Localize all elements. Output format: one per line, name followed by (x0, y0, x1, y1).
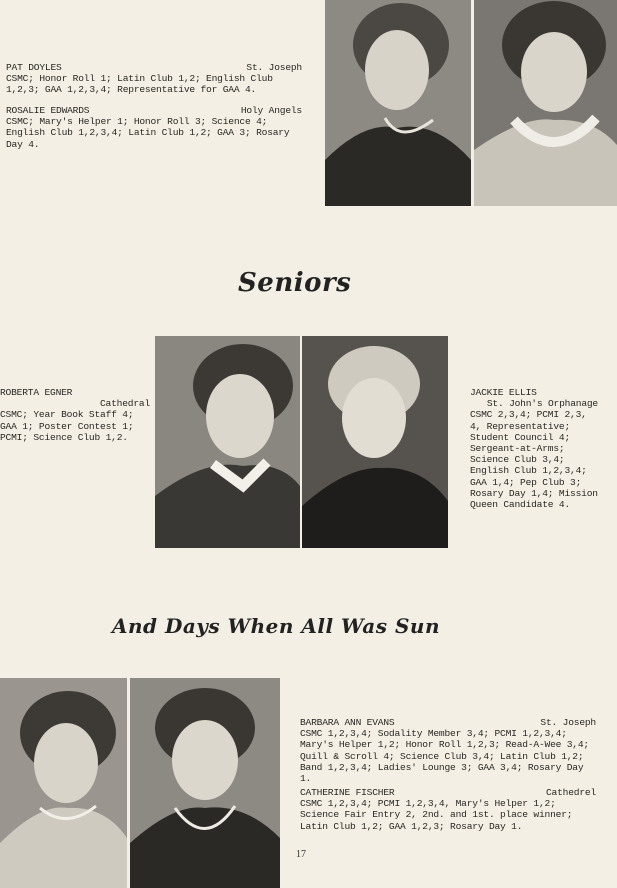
student-activities: CSMC; Mary's Helper 1; Honor Roll 3; Science 4; English Club 1,2,3,4; Latin Club 1,2; GAA 3; Rosary Day 4. (6, 116, 290, 150)
portrait-image (130, 678, 280, 888)
student-entry (470, 387, 598, 510)
student-school: St. Joseph (246, 62, 302, 73)
student-school: St. Joseph (540, 717, 596, 728)
portrait-image (474, 0, 617, 206)
student-activities: CSMC 1,2,3,4; PCMI 1,2,3,4, Mary's Helper 1,2; Science Fair Entry 2, 2nd. and 1st. place winner; Latin Club 1,2; GAA 1,2,3; Rosary Day 1. (300, 798, 573, 832)
student-activities: CSMC; Year Book Staff 4; GAA 1; Poster Contest 1; PCMI; Science Club 1,2. (0, 409, 134, 443)
student-name: PAT DOYLES (6, 62, 62, 73)
portrait-photo (155, 336, 300, 548)
student-school: Holy Angels (240, 105, 302, 116)
student-name: CATHERINE FISCHER (300, 787, 395, 798)
portrait-photo (474, 0, 617, 206)
student-name: ROBERTA EGNER (0, 387, 73, 398)
student-activities: CSMC; Honor Roll 1; Latin Club 1,2; English Club 1,2,3; GAA 1,2,3,4; Representative for GAA 4. (6, 73, 273, 96)
student-entry (300, 787, 596, 832)
portrait-photo (302, 336, 448, 548)
student-entry (6, 105, 302, 150)
portrait-photo (130, 678, 280, 888)
portrait-image (325, 0, 471, 206)
student-entry (0, 387, 150, 443)
student-name: BARBARA ANN EVANS (300, 717, 395, 728)
portrait-photo (0, 678, 127, 888)
portrait-photo (325, 0, 471, 206)
student-school: Cathedrel (545, 787, 596, 798)
portrait-image (302, 336, 448, 548)
student-school: St. John's Orphanage (486, 398, 598, 410)
student-activities: CSMC 2,3,4; PCMI 2,3, 4, Representative; Student Council 4; Sergeant-at-Arms; Science Club 3,4; English Club 1,2,3,4; GAA 1,4; Pep Club 3; Rosary Day 1,4; Mission Queen Candidate 4. (470, 409, 598, 511)
student-name: JACKIE ELLIS (470, 387, 537, 398)
portrait-image (155, 336, 300, 548)
student-name: ROSALIE EDWARDS (6, 105, 90, 116)
section-heading: And Days When All Was Sun (112, 614, 440, 638)
student-activities: CSMC 1,2,3,4; Sodality Member 3,4; PCMI 1,2,3,4; Mary's Helper 1,2; Honor Roll 1,2,3; Read-A-Wee 3,4; Quill & Scroll 4; Science Club 3,4; Latin Club 1,2; Band 1,2,3,4; Ladies' Lounge 3; GAA 3,4; Rosary Day 1. (300, 728, 589, 785)
portrait-image (0, 678, 127, 888)
student-entry (300, 717, 596, 784)
student-school: Cathedral (99, 398, 150, 410)
section-heading: Seniors (238, 268, 352, 298)
student-entry (6, 62, 302, 96)
page-number: 17 (296, 849, 306, 860)
